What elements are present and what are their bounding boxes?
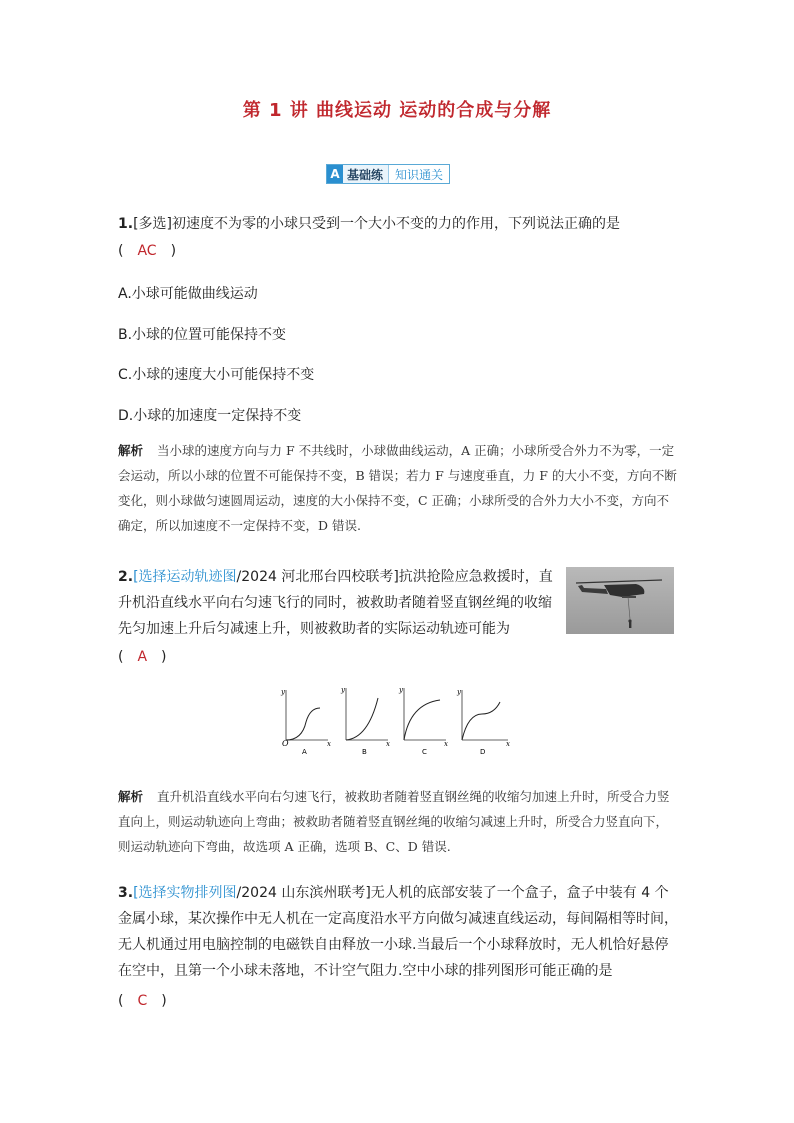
q3-text: 无人机的底部安装了一个盒子，盒子中装有 4 个金属小球，某次操作中无人机在一定高度沿水平方向做匀减速直线运动，每间隔相等时间，无人机通过用电脑控制的电磁铁自由释放一小球.当最后一个小球释放时，无人机恰好悬停在空中，且第一个小球未落地，不计空气阻力.空中小球的排列图形可能正确的是 [118,885,678,979]
q1-option-d: D.小球的加速度一定保持不变 [118,408,302,424]
graph-c-label: C [422,748,427,756]
q2-analysis-label: 解析 [118,789,144,804]
graph-b-label: B [362,748,367,756]
graph-a-origin: O [282,739,289,748]
section-main: 基础练 [347,167,384,182]
q1-option-c: C.小球的速度大小可能保持不变 [118,367,315,383]
graph-b-x: x [386,740,390,748]
graph-a-y: y [281,688,285,696]
q1-text: [多选]初速度不为零的小球只受到一个大小不变的力的作用，下列说法正确的是 [133,216,620,232]
q1-number: 1. [118,216,134,232]
q2-tag: [选择运动轨迹图 [133,569,237,585]
q1-answer-line: ( AC ) [118,243,177,259]
section-sub: 知识通关 [388,165,449,183]
q2-stem [118,564,558,642]
q2-answer: A [137,649,148,665]
q1-answer: AC [137,243,157,259]
q2-number: 2. [118,569,134,585]
graph-b-y: y [341,686,345,694]
graph-a-label: A [302,748,307,756]
graph-c-x: x [444,740,448,748]
graph-d-label: D [480,748,486,756]
q2-source: /2024 河北邢台四校联考] [236,569,399,585]
q2-text: 抗洪抢险应急救援时，直升机沿直线水平向右匀速飞行的同时，被救助者随着竖直钢丝绳的收缩先匀加速上升后匀减速上升，则被救助者的实际运动轨迹可能为 [118,569,553,637]
graph-b [340,686,390,756]
q1-analysis-text: 当小球的速度方向与力 F 不共线时，小球做曲线运动，A 正确；小球所受合外力不为零，一定会运动，所以小球的位置不可能保持不变，B 错误；若力 F 与速度垂直，力 F 的大小不变，方向不断变化，则小球做匀速圆周运动，速度的大小保持不变，C 正确；小球所受的合外力大小不变，方向不确定，所以加速度不一定保持不变，D 错误. [118,443,677,533]
q3-answer: C [137,993,148,1009]
q1-analysis-label: 解析 [118,443,144,458]
q1-option-a: A.小球可能做曲线运动 [118,286,258,302]
section-letter: A [327,165,343,183]
q3-answer-line: ( C ) [118,993,167,1009]
q2-trajectory-graphs [272,684,522,756]
graph-d [456,688,510,756]
q2-answer-line: ( A ) [118,649,167,665]
q1-option-b: B.小球的位置可能保持不变 [118,327,287,343]
graph-c-y: y [399,686,403,694]
q3-stem [118,880,678,984]
q3-number: 3. [118,885,134,901]
graph-a [280,688,331,756]
q2-analysis [118,784,678,859]
graph-c [398,686,448,756]
helicopter-photo [566,567,674,634]
graph-d-y: y [457,688,461,696]
page-title: 第 1 讲 曲线运动 运动的合成与分解 [242,100,552,121]
graph-d-x: x [506,740,510,748]
section-badge [326,164,450,184]
q1-analysis [118,438,678,538]
q3-source: /2024 山东滨州联考] [236,885,371,901]
q1-stem [118,211,678,237]
q3-tag: [选择实物排列图 [133,885,237,901]
graph-a-x: x [327,740,331,748]
helicopter-icon [566,567,674,634]
q2-analysis-text: 直升机沿直线水平向右匀速飞行，被救助者随着竖直钢丝绳的收缩匀加速上升时，所受合力竖直向上，则运动轨迹向上弯曲；被救助者随着竖直钢丝绳的收缩匀减速上升时，所受合力竖直向下，则运动轨迹向下弯曲，故选项 A 正确，选项 B、C、D 错误. [118,789,670,854]
